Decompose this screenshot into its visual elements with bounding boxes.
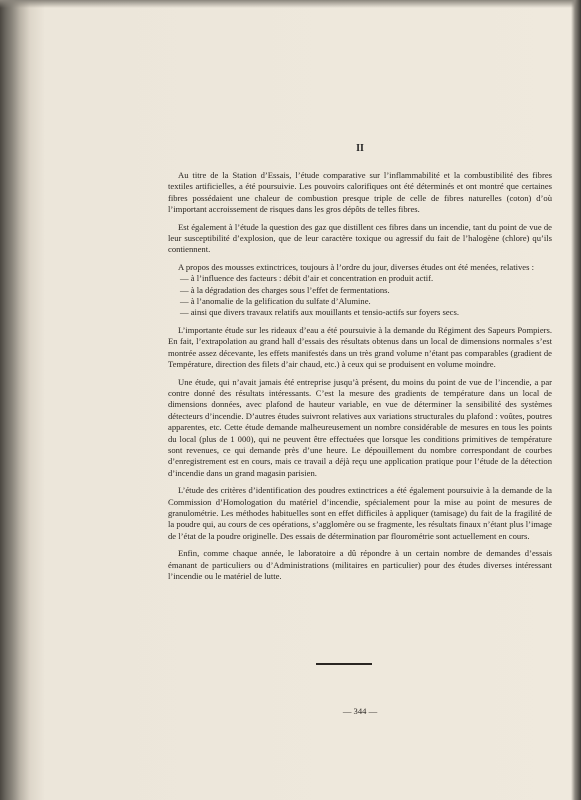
paragraph-gaz: Est également à l’étude la question des gaz que distillent ces fibres dans un incendie, tant du point de vue de leur susceptibilité d’explosion, que de leur caractère toxique ou agressif du fait de l’halogène (chlore) qu’ils contiennent.	[168, 221, 552, 255]
list-item: — à la dégradation des charges sous l’effet de fermentations.	[180, 284, 390, 295]
paragraph-fibres: Au titre de la Station d’Essais, l’étude comparative sur l’inflammabilité et la combustibilité des fibres textiles artificielles, a été poursuivie. Les pouvoirs calorifiques ont été déterminés et ont montré que certaines fibres possédaient une chaleur de combustion presque triple de celle de fibres naturelles (coton) d’où l’important accroissement de risques dans les gros dépôts de telles fibres.	[168, 170, 552, 215]
section-heading: II	[356, 143, 364, 154]
closing-rule	[316, 663, 372, 665]
paragraph-gradients: Une étude, qui n’avait jamais été entreprise jusqu’à présent, du moins du point de vue de l’incendie, a par contre donné des résultats intéressants. C’est la mesure des gradients de température dans un local de dimensions données, avec plafond de hauteur variable, en vue de déterminer la sensibilité des systèmes détecteurs d’incendie. D’autres études suivront relatives aux variations structurales du plafond : voûtes, poutres apparentes, etc. Cette étude demande malheureusement un nombre considérable de mesures en tous les points du local (plus de 1 000), qui ne peuvent être effectuées que lorsque les conditions primitives de température sont revenues, ce qui demande près d’une heure. Le dépouillement du nombre correspondant de courbes d’enregistrement est en cours, mais ce travail a déjà reçu une application pratique pour l’étude de la détection d’incendie dans un grand magasin parisien.	[168, 376, 552, 478]
paragraph-mousses: A propos des mousses extinctrices, toujours à l’ordre du jour, diverses études ont été menées, relatives :	[178, 261, 534, 272]
paragraph-rideaux: L’importante étude sur les rideaux d’eau a été poursuivie à la demande du Régiment des Sapeurs Pompiers. En fait, l’extrapolation au grand hall d’essais des résultats obtenus dans un local de dimensions normales s’est montrée assez décevante, les effets manifestés dans un très grand volume n’étant pas comparables (gradient de Température, direction des filets d’air chaud, etc.) à ceux qui se produisent en volume moindre.	[168, 324, 552, 370]
document-body	[168, 170, 552, 588]
paragraph-essais: Enfin, comme chaque année, le laboratoire a dû répondre à un certain nombre de demandes d’essais émanant de particuliers ou d’Administrations (militaires en particulier) pour des études diverses intéressant l’incendie ou le matériel de lutte.	[168, 548, 552, 581]
page-top-shadow	[0, 0, 581, 8]
paragraph-poudres: L’étude des critères d’identification des poudres extinctrices a été également poursuivie à la demande de la Commission d’Homologation du matériel d’incendie, spécialement pour la mise au point de mesures de granulométrie. Les méthodes habituelles sont en effet difficiles à appliquer (tamisage) du fait de la fragilité de la poudre qui, au cours de ces opérations, s’agglomère ou se fragmente, les résultats finaux n’étant plus l’image de l’état de la poudre originelle. Des essais de détermination par flourométrie sont actuellement en cours.	[168, 485, 552, 541]
page-number: — 344 —	[342, 706, 378, 716]
list-item: — à l’influence des facteurs : débit d’air et concentration en produit actif.	[180, 273, 434, 284]
list-item: — à l’anomalie de la gelification du sulfate d’Alumine.	[180, 296, 371, 307]
page-right-edge	[571, 0, 581, 800]
list-mousses	[168, 273, 552, 319]
list-item: — ainsi que divers travaux relatifs aux mouillants et tensio-actifs sur foyers secs.	[180, 307, 459, 318]
